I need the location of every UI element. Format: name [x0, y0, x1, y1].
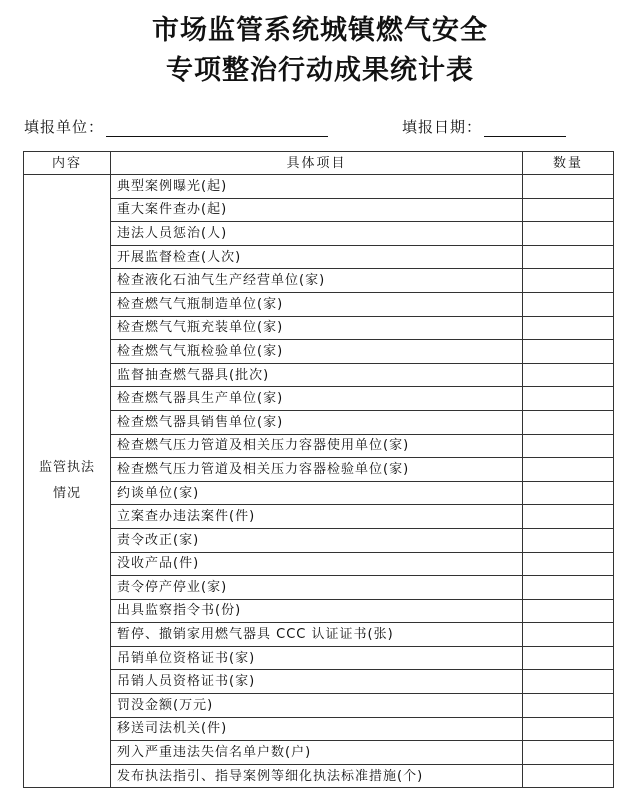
table-row	[24, 670, 614, 694]
table-row	[24, 528, 614, 552]
table-row	[24, 245, 614, 269]
quantity-cell[interactable]	[523, 387, 614, 411]
item-cell: 出具监察指令书(份)	[111, 599, 523, 623]
form-header	[24, 116, 616, 138]
table-row	[24, 198, 614, 222]
table-row	[24, 552, 614, 576]
item-cell: 没收产品(件)	[111, 552, 523, 576]
item-cell: 检查燃气器具销售单位(家)	[111, 410, 523, 434]
quantity-cell[interactable]	[523, 599, 614, 623]
item-cell: 检查燃气气瓶充装单位(家)	[111, 316, 523, 340]
quantity-cell[interactable]	[523, 363, 614, 387]
item-cell: 列入严重违法失信名单户数(户)	[111, 741, 523, 765]
quantity-cell[interactable]	[523, 245, 614, 269]
quantity-cell[interactable]	[523, 269, 614, 293]
item-cell: 检查燃气器具生产单位(家)	[111, 387, 523, 411]
item-cell: 暂停、撤销家用燃气器具 CCC 认证证书(张)	[111, 623, 523, 647]
table-row	[24, 316, 614, 340]
reporting-date-label: 填报日期：	[402, 118, 483, 136]
quantity-cell[interactable]	[523, 717, 614, 741]
quantity-cell[interactable]	[523, 670, 614, 694]
reporting-unit-blank[interactable]	[106, 119, 328, 137]
reporting-date-blank[interactable]	[484, 119, 566, 137]
table-row	[24, 646, 614, 670]
quantity-cell[interactable]	[523, 623, 614, 647]
item-cell: 移送司法机关(件)	[111, 717, 523, 741]
reporting-unit-label: 填报单位：	[24, 118, 105, 136]
quantity-cell[interactable]	[523, 434, 614, 458]
item-cell: 吊销人员资格证书(家)	[111, 670, 523, 694]
table-row	[24, 363, 614, 387]
quantity-cell[interactable]	[523, 764, 614, 788]
item-cell: 立案查办违法案件(件)	[111, 505, 523, 529]
quantity-cell[interactable]	[523, 646, 614, 670]
table-row	[24, 764, 614, 788]
quantity-cell[interactable]	[523, 552, 614, 576]
item-cell: 检查燃气气瓶检验单位(家)	[111, 340, 523, 364]
item-cell: 典型案例曝光(起)	[111, 175, 523, 199]
quantity-cell[interactable]	[523, 410, 614, 434]
table-row	[24, 717, 614, 741]
item-cell: 罚没金额(万元)	[111, 694, 523, 718]
item-cell: 检查燃气压力管道及相关压力容器检验单位(家)	[111, 458, 523, 482]
item-cell: 吊销单位资格证书(家)	[111, 646, 523, 670]
item-cell: 发布执法指引、指导案例等细化执法标准措施(个)	[111, 764, 523, 788]
quantity-cell[interactable]	[523, 694, 614, 718]
item-cell: 检查燃气压力管道及相关压力容器使用单位(家)	[111, 434, 523, 458]
item-cell: 检查燃气气瓶制造单位(家)	[111, 292, 523, 316]
table-row	[24, 623, 614, 647]
quantity-cell[interactable]	[523, 458, 614, 482]
item-cell: 责令改正(家)	[111, 528, 523, 552]
quantity-cell[interactable]	[523, 505, 614, 529]
reporting-date-field[interactable]	[402, 116, 566, 137]
item-cell: 检查液化石油气生产经营单位(家)	[111, 269, 523, 293]
table-row	[24, 599, 614, 623]
quantity-cell[interactable]	[523, 316, 614, 340]
page-title-line-2: 专项整治行动成果统计表	[166, 55, 474, 86]
quantity-cell[interactable]	[523, 198, 614, 222]
table-row	[24, 387, 614, 411]
header-item: 具体项目	[111, 152, 523, 175]
item-cell: 违法人员惩治(人)	[111, 222, 523, 246]
quantity-cell[interactable]	[523, 481, 614, 505]
item-cell: 开展监督检查(人次)	[111, 245, 523, 269]
reporting-unit-field[interactable]	[24, 116, 328, 137]
quantity-cell[interactable]	[523, 528, 614, 552]
item-cell: 监督抽查燃气器具(批次)	[111, 363, 523, 387]
table-row	[24, 741, 614, 765]
statistics-table	[23, 151, 614, 788]
table-row	[24, 694, 614, 718]
quantity-cell[interactable]	[523, 340, 614, 364]
header-quantity: 数量	[523, 152, 614, 175]
table-row	[24, 505, 614, 529]
table-row	[24, 434, 614, 458]
table-row	[24, 340, 614, 364]
quantity-cell[interactable]	[523, 576, 614, 600]
quantity-cell[interactable]	[523, 222, 614, 246]
table-row	[24, 292, 614, 316]
category-label-line-2: 情况	[52, 486, 81, 502]
table-header-row	[24, 152, 614, 175]
table-row	[24, 458, 614, 482]
table-row	[24, 481, 614, 505]
header-content: 内容	[24, 152, 111, 175]
quantity-cell[interactable]	[523, 175, 614, 199]
category-cell	[24, 175, 111, 788]
page-title-line-1: 市场监管系统城镇燃气安全	[152, 15, 488, 46]
item-cell: 约谈单位(家)	[111, 481, 523, 505]
item-cell: 责令停产停业(家)	[111, 576, 523, 600]
category-label-line-1: 监管执法	[38, 460, 95, 476]
table-row	[24, 269, 614, 293]
item-cell: 重大案件查办(起)	[111, 198, 523, 222]
table-row	[24, 410, 614, 434]
table-row	[24, 576, 614, 600]
quantity-cell[interactable]	[523, 741, 614, 765]
table-row	[24, 222, 614, 246]
quantity-cell[interactable]	[523, 292, 614, 316]
table-row	[24, 175, 614, 199]
